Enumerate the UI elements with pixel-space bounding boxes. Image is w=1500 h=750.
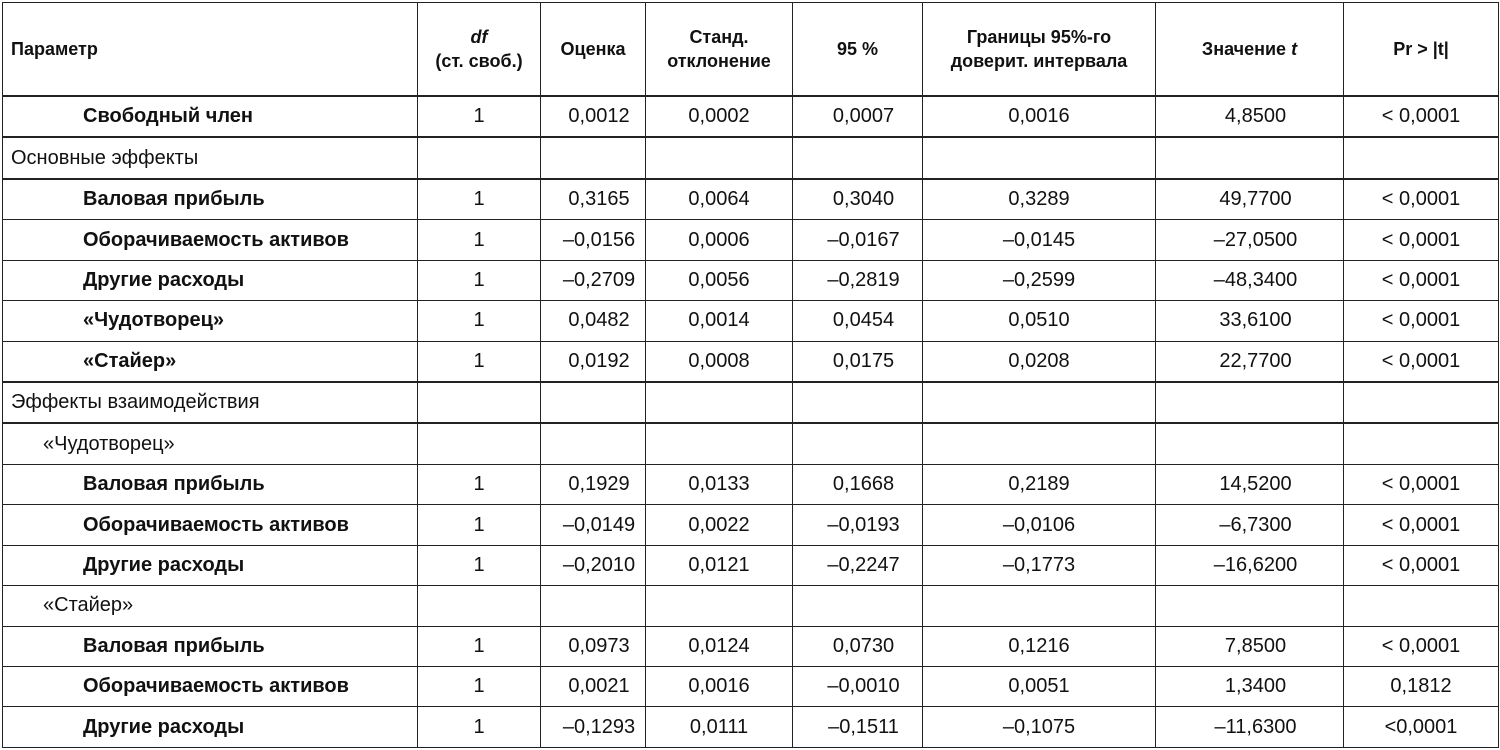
cell-ci-upper [923, 382, 1156, 423]
header-tvalue-label: Значение [1201, 39, 1287, 59]
cell-parameter: Свободный член [3, 96, 418, 137]
cell-ci-upper [923, 423, 1156, 464]
cell-p-value: < 0,0001 [1344, 545, 1499, 585]
cell-p-value [1344, 137, 1499, 178]
section-label: Основные эффекты [3, 137, 418, 178]
cell-parameter: Другие расходы [3, 707, 418, 748]
cell-p-value: < 0,0001 [1344, 179, 1499, 220]
table-row [3, 626, 1499, 666]
cell-std: 0,0121 [646, 545, 793, 585]
table-row [3, 220, 1499, 260]
subsection-row [3, 423, 1499, 464]
header-ci95: 95 % [793, 3, 923, 97]
cell-df [418, 586, 541, 626]
table-row [3, 505, 1499, 545]
cell-ci-lower: 0,3040 [793, 179, 923, 220]
cell-std: 0,0022 [646, 505, 793, 545]
table-row [3, 464, 1499, 504]
table-row [3, 667, 1499, 707]
cell-ci-lower: 0,0175 [793, 341, 923, 382]
cell-df: 1 [418, 667, 541, 707]
section-row [3, 137, 1499, 178]
cell-t-value: 49,7700 [1156, 179, 1344, 220]
cell-df: 1 [418, 505, 541, 545]
cell-ci-upper: –0,0145 [923, 220, 1156, 260]
cell-t-value: –16,6200 [1156, 545, 1344, 585]
cell-p-value: < 0,0001 [1344, 260, 1499, 300]
cell-estimate: –0,2010 [541, 545, 646, 585]
header-pr: Pr > |t| [1344, 3, 1499, 97]
cell-p-value [1344, 586, 1499, 626]
header-tvalue-symbol: t [1291, 39, 1298, 59]
cell-t-value [1156, 586, 1344, 626]
cell-parameter: «Стайер» [3, 341, 418, 382]
cell-ci-lower [793, 137, 923, 178]
subsection-label: «Чудотворец» [3, 423, 418, 464]
cell-df: 1 [418, 341, 541, 382]
header-std-line2: отклонение [667, 51, 771, 71]
cell-t-value: –11,6300 [1156, 707, 1344, 748]
table-body [3, 96, 1499, 748]
cell-df [418, 382, 541, 423]
header-df-caption: (ст. своб.) [435, 51, 523, 71]
cell-estimate: –0,0149 [541, 505, 646, 545]
cell-p-value: < 0,0001 [1344, 220, 1499, 260]
cell-parameter: Оборачиваемость активов [3, 667, 418, 707]
header-bounds-line2: доверит. интервала [950, 51, 1128, 71]
subsection-label: «Стайер» [3, 586, 418, 626]
cell-p-value: < 0,0001 [1344, 96, 1499, 137]
cell-parameter: Другие расходы [3, 545, 418, 585]
cell-std: 0,0124 [646, 626, 793, 666]
cell-p-value: < 0,0001 [1344, 626, 1499, 666]
cell-std: 0,0006 [646, 220, 793, 260]
table-row [3, 96, 1499, 137]
header-df [418, 3, 541, 97]
subsection-row [3, 586, 1499, 626]
cell-t-value: 7,8500 [1156, 626, 1344, 666]
cell-df [418, 423, 541, 464]
header-std-line1: Станд. [689, 27, 749, 47]
cell-df: 1 [418, 707, 541, 748]
cell-ci-lower: –0,0167 [793, 220, 923, 260]
cell-ci-upper: 0,0016 [923, 96, 1156, 137]
cell-t-value: –27,0500 [1156, 220, 1344, 260]
cell-p-value: 0,1812 [1344, 667, 1499, 707]
header-bounds-line1: Границы 95%-го [966, 27, 1112, 47]
cell-ci-lower: –0,0193 [793, 505, 923, 545]
cell-df: 1 [418, 96, 541, 137]
regression-results-table [2, 2, 1499, 748]
cell-t-value: –6,7300 [1156, 505, 1344, 545]
cell-std [646, 382, 793, 423]
table-row [3, 341, 1499, 382]
cell-ci-lower: 0,1668 [793, 464, 923, 504]
cell-ci-lower: 0,0730 [793, 626, 923, 666]
section-row [3, 382, 1499, 423]
cell-estimate: –0,1293 [541, 707, 646, 748]
cell-parameter: Другие расходы [3, 260, 418, 300]
section-label: Эффекты взаимодействия [3, 382, 418, 423]
cell-t-value: 22,7700 [1156, 341, 1344, 382]
cell-ci-upper: 0,3289 [923, 179, 1156, 220]
cell-ci-upper: 0,0510 [923, 301, 1156, 341]
cell-estimate: 0,0192 [541, 341, 646, 382]
table-row [3, 301, 1499, 341]
cell-estimate: 0,1929 [541, 464, 646, 504]
cell-ci-upper: 0,0208 [923, 341, 1156, 382]
table-row [3, 545, 1499, 585]
table-row [3, 260, 1499, 300]
cell-df: 1 [418, 626, 541, 666]
cell-estimate: 0,0012 [541, 96, 646, 137]
cell-p-value: < 0,0001 [1344, 341, 1499, 382]
cell-t-value: 4,8500 [1156, 96, 1344, 137]
cell-ci-lower [793, 423, 923, 464]
cell-estimate [541, 586, 646, 626]
cell-t-value [1156, 382, 1344, 423]
cell-parameter: Валовая прибыль [3, 179, 418, 220]
cell-p-value [1344, 382, 1499, 423]
cell-ci-lower: –0,0010 [793, 667, 923, 707]
cell-std: 0,0133 [646, 464, 793, 504]
cell-estimate: 0,3165 [541, 179, 646, 220]
cell-std [646, 423, 793, 464]
cell-std [646, 586, 793, 626]
cell-std [646, 137, 793, 178]
table-row [3, 179, 1499, 220]
cell-std: 0,0056 [646, 260, 793, 300]
cell-ci-lower: –0,2819 [793, 260, 923, 300]
cell-df: 1 [418, 220, 541, 260]
cell-std: 0,0008 [646, 341, 793, 382]
cell-ci-upper: 0,2189 [923, 464, 1156, 504]
cell-p-value: < 0,0001 [1344, 464, 1499, 504]
cell-t-value [1156, 137, 1344, 178]
cell-estimate: –0,0156 [541, 220, 646, 260]
cell-estimate [541, 137, 646, 178]
cell-df: 1 [418, 464, 541, 504]
cell-df: 1 [418, 179, 541, 220]
cell-p-value: <0,0001 [1344, 707, 1499, 748]
cell-ci-upper: –0,1773 [923, 545, 1156, 585]
cell-std: 0,0016 [646, 667, 793, 707]
cell-ci-upper: 0,0051 [923, 667, 1156, 707]
cell-parameter: «Чудотворец» [3, 301, 418, 341]
header-df-symbol: df [470, 27, 488, 47]
cell-estimate: 0,0021 [541, 667, 646, 707]
cell-ci-lower [793, 382, 923, 423]
cell-t-value: 1,3400 [1156, 667, 1344, 707]
cell-std: 0,0064 [646, 179, 793, 220]
cell-estimate [541, 382, 646, 423]
cell-t-value [1156, 423, 1344, 464]
cell-estimate: 0,0482 [541, 301, 646, 341]
cell-ci-lower: 0,0454 [793, 301, 923, 341]
cell-parameter: Оборачиваемость активов [3, 505, 418, 545]
cell-estimate [541, 423, 646, 464]
cell-std: 0,0111 [646, 707, 793, 748]
cell-df: 1 [418, 260, 541, 300]
table-row [3, 707, 1499, 748]
cell-df: 1 [418, 545, 541, 585]
cell-parameter: Валовая прибыль [3, 626, 418, 666]
header-bounds [923, 3, 1156, 97]
header-estimate: Оценка [541, 3, 646, 97]
cell-ci-lower: –0,2247 [793, 545, 923, 585]
cell-p-value: < 0,0001 [1344, 505, 1499, 545]
header-std [646, 3, 793, 97]
cell-t-value: 33,6100 [1156, 301, 1344, 341]
cell-ci-upper: –0,0106 [923, 505, 1156, 545]
header-row [3, 3, 1499, 97]
cell-ci-upper: –0,1075 [923, 707, 1156, 748]
cell-ci-upper [923, 586, 1156, 626]
cell-ci-lower [793, 586, 923, 626]
cell-ci-upper [923, 137, 1156, 178]
header-parameter: Параметр [3, 3, 418, 97]
header-tvalue [1156, 3, 1344, 97]
cell-ci-lower: –0,1511 [793, 707, 923, 748]
cell-df: 1 [418, 301, 541, 341]
cell-std: 0,0002 [646, 96, 793, 137]
cell-ci-upper: –0,2599 [923, 260, 1156, 300]
cell-std: 0,0014 [646, 301, 793, 341]
cell-t-value: 14,5200 [1156, 464, 1344, 504]
cell-p-value [1344, 423, 1499, 464]
cell-ci-lower: 0,0007 [793, 96, 923, 137]
cell-p-value: < 0,0001 [1344, 301, 1499, 341]
cell-parameter: Оборачиваемость активов [3, 220, 418, 260]
cell-t-value: –48,3400 [1156, 260, 1344, 300]
cell-estimate: –0,2709 [541, 260, 646, 300]
cell-ci-upper: 0,1216 [923, 626, 1156, 666]
cell-estimate: 0,0973 [541, 626, 646, 666]
cell-parameter: Валовая прибыль [3, 464, 418, 504]
cell-df [418, 137, 541, 178]
